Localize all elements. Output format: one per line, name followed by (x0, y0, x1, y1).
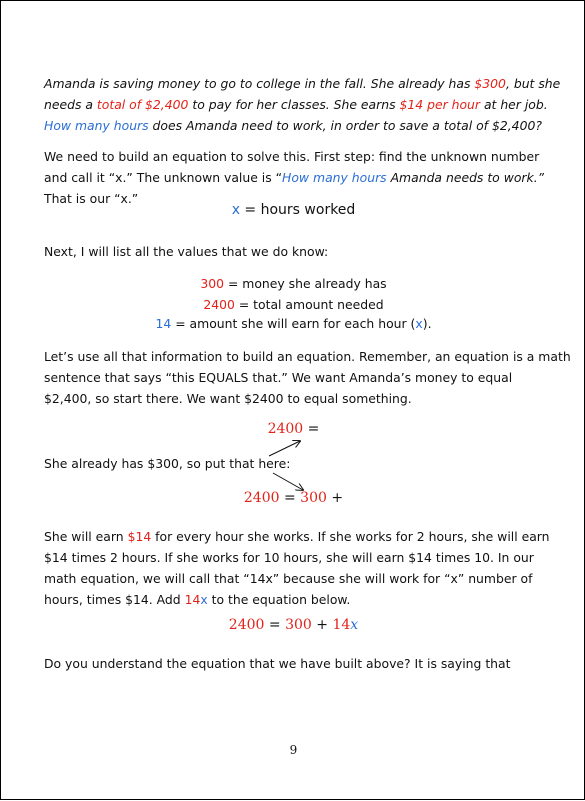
values-intro: Next, I will list all the values that we do know: (44, 244, 329, 259)
arrow-up-icon (269, 441, 300, 456)
build-line-3: $2,400, so start there. We want $2400 to equal something. (44, 391, 412, 406)
earn-line-4: hours, times $14. Add 14x to the equation below. (44, 592, 351, 607)
build-line-2: sentence that says “this EQUALS that.” We want Amanda’s money to equal (44, 370, 513, 385)
build-line-1: Let’s use all that information to build an equation. Remember, an equation is a math (44, 349, 571, 364)
already-has-line: She already has $300, so put that here: (44, 456, 291, 471)
problem-line-1: Amanda is saving money to go to college in the fall. She already has $300, but she (44, 76, 561, 91)
page-number: 9 (289, 743, 298, 757)
value-14: 14 = amount she will earn for each hour (x). (155, 316, 432, 331)
earn-line-1: She will earn $14 for every hour she works. If she works for 2 hours, she will earn (44, 529, 550, 544)
question-line: Do you understand the equation that we have built above? It is saying that (44, 656, 511, 671)
earn-line-2: $14 times 2 hours. If she works for 10 hours, she will earn $14 times 10. In our (44, 550, 534, 565)
step1-line-2: and call it “x.” The unknown value is “How many hours Amanda needs to work.” (44, 170, 545, 185)
step1-line-1: We need to build an equation to solve this. First step: find the unknown number (44, 149, 540, 164)
step1-line-3: That is our “x.” (44, 191, 139, 206)
pointer-arrows (1, 1, 585, 801)
equation-2: 2400 = 300 + (243, 490, 344, 506)
problem-line-3: How many hours does Amanda need to work, in order to save a total of $2,400? (44, 118, 542, 133)
value-300: 300 = money she already has (200, 276, 387, 291)
problem-line-2: needs a total of $2,400 to pay for her classes. She earns $14 per hour at her job. (44, 97, 548, 112)
arrow-down-icon (273, 473, 303, 490)
equation-1: 2400 = (267, 421, 320, 437)
value-2400: 2400 = total amount needed (203, 297, 384, 312)
earn-line-3: math equation, we will call that “14x” because she will work for “x” number of (44, 571, 533, 586)
definition-x: x = hours worked (231, 202, 356, 218)
equation-3: 2400 = 300 + 14x (228, 617, 359, 633)
